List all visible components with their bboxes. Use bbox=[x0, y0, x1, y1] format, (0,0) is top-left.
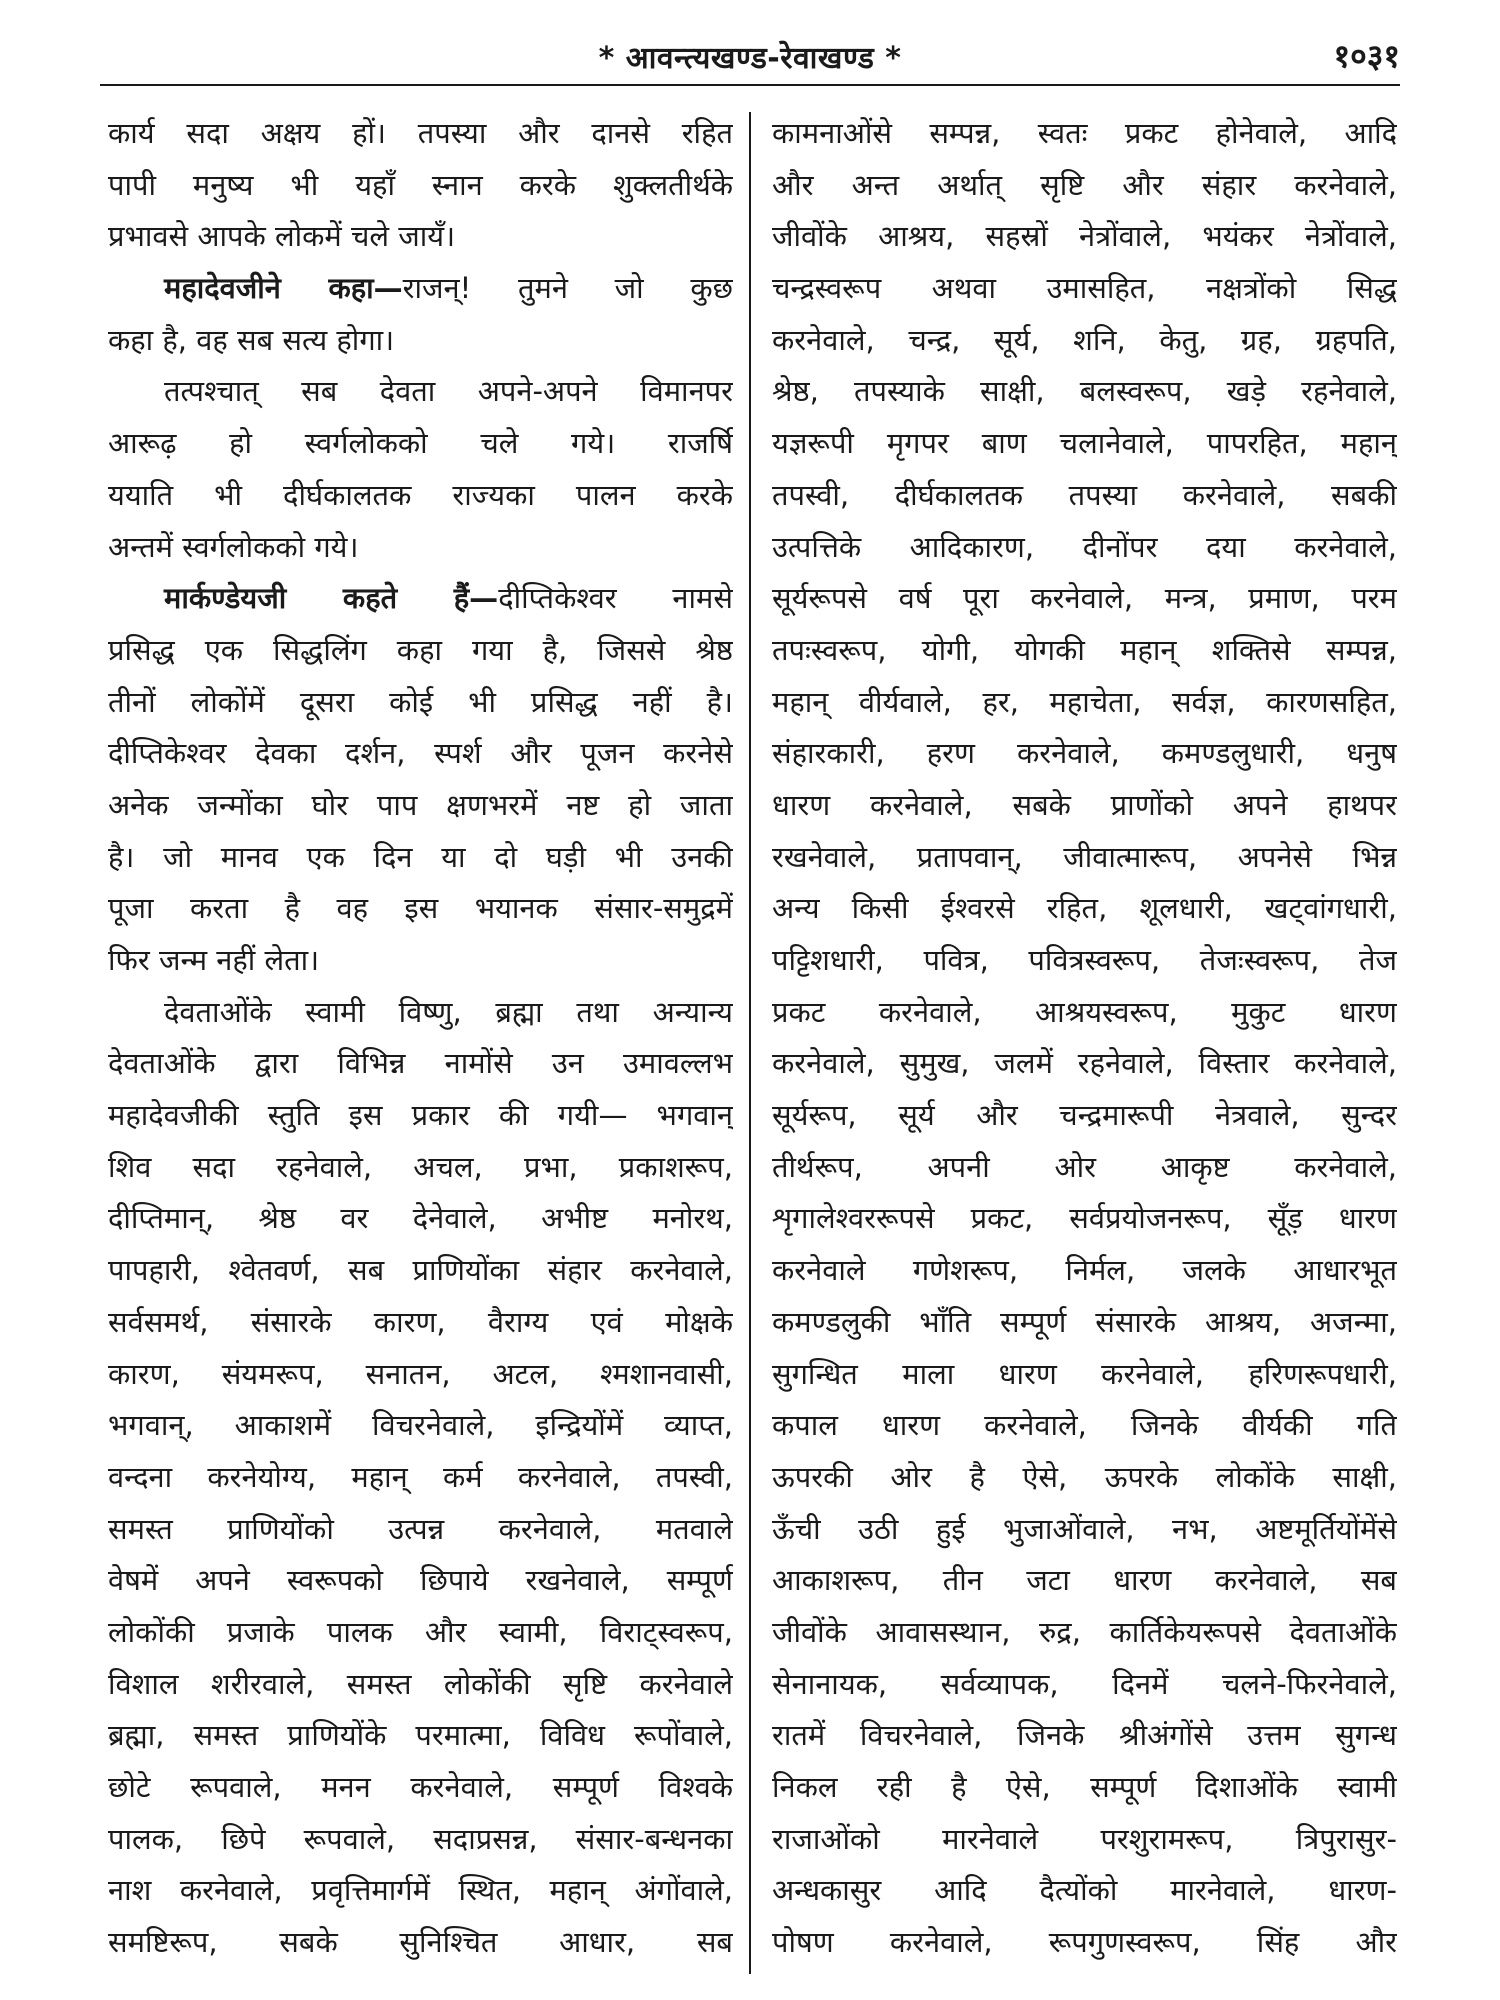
line-text: आरूढ़ हो स्वर्गलोकको चले गये। राजर्षि bbox=[108, 426, 733, 461]
line-text: ऊँची उठी हुई भुजाओंवाले, नभ, अष्टमूर्तियोंमेंसे bbox=[772, 1511, 1397, 1546]
text-line bbox=[108, 160, 733, 212]
text-line bbox=[772, 625, 1397, 677]
line-text: लोकोंकी प्रजाके पालक और स्वामी, विराट्स्वरूप, bbox=[108, 1614, 733, 1649]
text-line bbox=[772, 1710, 1397, 1762]
line-text: देवताओंके द्वारा विभिन्न नामोंसे उन उमावल्लभ bbox=[108, 1046, 733, 1081]
line-text: समस्त प्राणियोंको उत्पन्न करनेवाले, मतवाले bbox=[108, 1511, 733, 1546]
line-text: करनेवाले गणेशरूप, निर्मल, जलके आधारभूत bbox=[772, 1253, 1397, 1288]
text-line bbox=[772, 522, 1397, 574]
text-line bbox=[108, 1710, 733, 1762]
line-text: छोटे रूपवाले, मनन करनेवाले, सम्पूर्ण विश्वके bbox=[108, 1770, 733, 1804]
text-line bbox=[772, 935, 1397, 987]
line-text: श्रेष्ठ, तपस्याके साक्षी, बलस्वरूप, खड़े रहनेवाले, bbox=[772, 374, 1397, 409]
page-number: १०३१ bbox=[1333, 37, 1400, 75]
text-line bbox=[108, 1245, 733, 1297]
text-line bbox=[772, 108, 1397, 160]
line-text: भगवान्, आकाशमें विचरनेवाले, इन्द्रियोंमें व्याप्त, bbox=[108, 1408, 733, 1443]
line-text: आकाशरूप, तीन जटा धारण करनेवाले, सब bbox=[772, 1563, 1397, 1598]
line-text: अन्धकासुर आदि दैत्योंको मारनेवाले, धारण- bbox=[772, 1873, 1397, 1908]
line-text: रखनेवाले, प्रतापवान्, जीवात्मारूप, अपनेसे भिन्न bbox=[772, 839, 1397, 874]
line-text: फिर जन्म नहीं लेता। bbox=[108, 943, 320, 977]
line-text: सुगन्धित माला धारण करनेवाले, हरिणरूपधारी, bbox=[772, 1356, 1397, 1391]
line-text: महादेवजीकी स्तुति इस प्रकार की गयी— भगवान् bbox=[108, 1098, 733, 1133]
text-line bbox=[772, 573, 1397, 625]
text-line bbox=[772, 1245, 1397, 1297]
text-line bbox=[772, 1090, 1397, 1142]
line-text: सूर्यरूपसे वर्ष पूरा करनेवाले, मन्त्र, प्रमाण, परम bbox=[772, 581, 1397, 616]
text-line bbox=[772, 780, 1397, 832]
line-text: करनेवाले, सुमुख, जलमें रहनेवाले, विस्तार करनेवाले, bbox=[772, 1046, 1397, 1081]
line-text: पापहारी, श्वेतवर्ण, सब प्राणियोंका संहार करनेवाले, bbox=[108, 1253, 733, 1288]
text-line bbox=[772, 1193, 1397, 1245]
text-line bbox=[772, 1400, 1397, 1452]
header-rule bbox=[100, 84, 1400, 86]
line-text: प्रसिद्ध एक सिद्धलिंग कहा गया है, जिससे श्रेष्ठ bbox=[108, 632, 733, 667]
line-text: देवताओंके स्वामी विष्णु, ब्रह्मा तथा अन्यान्य bbox=[164, 994, 733, 1029]
text-line bbox=[108, 935, 733, 987]
text-line bbox=[108, 1400, 733, 1452]
text-line bbox=[108, 1814, 733, 1866]
line-text: निकल रही है ऐसे, सम्पूर्ण दिशाओंके स्वामी bbox=[772, 1770, 1397, 1804]
line-text: अन्य किसी ईश्वरसे रहित, शूलधारी, खट्वांगधारी, bbox=[772, 891, 1397, 926]
left-column bbox=[108, 108, 733, 1969]
line-text: तीर्थरूप, अपनी ओर आकृष्ट करनेवाले, bbox=[772, 1149, 1397, 1184]
line-text: चन्द्रस्वरूप अथवा उमासहित, नक्षत्रोंको सिद्ध bbox=[772, 271, 1397, 306]
line-text: अनेक जन्मोंका घोर पाप क्षणभरमें नष्ट हो जाता bbox=[108, 787, 733, 822]
text-line bbox=[108, 1555, 733, 1607]
text-line bbox=[772, 1504, 1397, 1556]
line-text: धारण करनेवाले, सबके प्राणोंको अपने हाथपर bbox=[772, 787, 1397, 822]
text-line bbox=[108, 522, 733, 574]
text-line bbox=[108, 1349, 733, 1401]
line-text: महान् वीर्यवाले, हर, महाचेता, सर्वज्ञ, कारणसहित, bbox=[772, 684, 1397, 719]
text-line bbox=[108, 1452, 733, 1504]
line-text: और अन्त अर्थात् सृष्टि और संहार करनेवाले, bbox=[772, 167, 1397, 202]
text-line bbox=[108, 366, 733, 418]
line-text: कहा है, वह सब सत्य होगा। bbox=[108, 322, 395, 357]
speaker-label: मार्कण्डेयजी कहते हैं— bbox=[164, 581, 499, 616]
line-text: रातमें विचरनेवाले, जिनके श्रीअंगोंसे उत्तम सुगन्ध bbox=[772, 1718, 1397, 1753]
line-text: करनेवाले, चन्द्र, सूर्य, शनि, केतु, ग्रह, ग्रहपति, bbox=[772, 322, 1397, 357]
text-line bbox=[772, 160, 1397, 212]
line-text: वेषमें अपने स्वरूपको छिपाये रखनेवाले, सम्पूर्ण bbox=[108, 1563, 733, 1598]
line-text: पापी मनुष्य भी यहाँ स्नान करके शुक्लतीर्थके bbox=[108, 167, 733, 202]
text-line bbox=[108, 677, 733, 729]
text-line bbox=[772, 263, 1397, 315]
text-line bbox=[108, 1038, 733, 1090]
line-text: सेनानायक, सर्वव्यापक, दिनमें चलने-फिरनेवाले, bbox=[772, 1666, 1397, 1701]
text-line bbox=[108, 108, 733, 160]
page-header bbox=[100, 28, 1400, 84]
text-line bbox=[772, 883, 1397, 935]
text-line bbox=[772, 418, 1397, 470]
line-text: दीप्तिमान्, श्रेष्ठ वर देनेवाले, अभीष्ट मनोरथ, bbox=[108, 1201, 733, 1236]
column-divider bbox=[749, 112, 751, 1974]
running-title: * आवन्त्यखण्ड-रेवाखण्ड * bbox=[598, 41, 902, 76]
text-line bbox=[108, 728, 733, 780]
line-text: पोषण करनेवाले, रूपगुणस्वरूप, सिंह और bbox=[772, 1925, 1397, 1960]
text-line bbox=[108, 883, 733, 935]
text-line bbox=[108, 987, 733, 1039]
text-line bbox=[772, 728, 1397, 780]
text-line bbox=[108, 1762, 733, 1814]
text-line bbox=[772, 1865, 1397, 1917]
text-line bbox=[108, 1917, 733, 1969]
text-line bbox=[108, 315, 733, 367]
text-line bbox=[108, 470, 733, 522]
text-line bbox=[772, 677, 1397, 729]
line-text: अन्तमें स्वर्गलोकको गये। bbox=[108, 529, 359, 564]
line-text: वन्दना करनेयोग्य, महान् कर्म करनेवाले, तपस्वी, bbox=[108, 1459, 733, 1494]
text-line bbox=[108, 573, 733, 625]
line-text: है। जो मानव एक दिन या दो घड़ी भी उनकी bbox=[108, 839, 733, 874]
text-line bbox=[772, 1814, 1397, 1866]
line-text: ययाति भी दीर्घकालतक राज्यका पालन करके bbox=[108, 477, 733, 512]
text-line bbox=[772, 1607, 1397, 1659]
line-text: कमण्डलुकी भाँति सम्पूर्ण संसारके आश्रय, अजन्मा, bbox=[772, 1304, 1397, 1339]
text-line bbox=[108, 1142, 733, 1194]
line-text: सूर्यरूप, सूर्य और चन्द्रमारूपी नेत्रवाले, सुन्दर bbox=[772, 1098, 1397, 1133]
line-text: तपःस्वरूप, योगी, योगकी महान् शक्तिसे सम्पन्न, bbox=[772, 632, 1397, 667]
line-text: प्रकट करनेवाले, आश्रयस्वरूप, मुकुट धारण bbox=[772, 994, 1397, 1029]
line-text: शिव सदा रहनेवाले, अचल, प्रभा, प्रकाशरूप, bbox=[108, 1149, 733, 1184]
right-column bbox=[772, 108, 1397, 1969]
line-text: कार्य सदा अक्षय हों। तपस्या और दानसे रहित bbox=[108, 116, 733, 150]
line-text: पूजा करता है वह इस भयानक संसार-समुद्रमें bbox=[108, 891, 733, 926]
line-text: तत्पश्चात् सब देवता अपने-अपने विमानपर bbox=[164, 374, 733, 409]
text-line bbox=[108, 1090, 733, 1142]
text-line bbox=[772, 470, 1397, 522]
line-text: कामनाओंसे सम्पन्न, स्वतः प्रकट होनेवाले, आदि bbox=[772, 116, 1397, 150]
text-line bbox=[772, 987, 1397, 1039]
text-line bbox=[772, 1762, 1397, 1814]
text-line bbox=[108, 780, 733, 832]
text-line bbox=[108, 1504, 733, 1556]
line-text: नाश करनेवाले, प्रवृत्तिमार्गमें स्थित, महान् अंगोंवाले, bbox=[108, 1873, 733, 1908]
text-line bbox=[772, 1917, 1397, 1969]
line-text: संहारकारी, हरण करनेवाले, कमण्डलुधारी, धनुष bbox=[772, 736, 1397, 771]
line-text: प्रभावसे आपके लोकमें चले जायँ। bbox=[108, 219, 456, 254]
line-text: यज्ञरूपी मृगपर बाण चलानेवाले, पापरहित, महान् bbox=[772, 426, 1397, 461]
line-text: दीप्तिकेश्वर नामसे bbox=[498, 581, 733, 616]
text-line bbox=[108, 1659, 733, 1711]
text-line bbox=[772, 1659, 1397, 1711]
line-text: जीवोंके आवासस्थान, रुद्र, कार्तिकेयरूपसे देवताओंके bbox=[772, 1614, 1397, 1649]
text-line bbox=[772, 832, 1397, 884]
line-text: पट्टिशधारी, पवित्र, पवित्रस्वरूप, तेजःस्वरूप, तेज bbox=[772, 943, 1397, 977]
line-text: राजाओंको मारनेवाले परशुरामरूप, त्रिपुरासुर- bbox=[772, 1821, 1397, 1856]
text-line bbox=[108, 211, 733, 263]
line-text: समष्टिरूप, सबके सुनिश्चित आधार, सब bbox=[108, 1925, 733, 1960]
text-line bbox=[772, 315, 1397, 367]
text-line bbox=[108, 263, 733, 315]
line-text: कारण, संयमरूप, सनातन, अटल, श्मशानवासी, bbox=[108, 1356, 733, 1391]
line-text: कपाल धारण करनेवाले, जिनके वीर्यकी गति bbox=[772, 1408, 1397, 1443]
text-line bbox=[108, 418, 733, 470]
text-line bbox=[108, 832, 733, 884]
text-line bbox=[108, 1297, 733, 1349]
line-text: तीनों लोकोंमें दूसरा कोई भी प्रसिद्ध नहीं है। bbox=[108, 684, 733, 719]
text-line bbox=[772, 1452, 1397, 1504]
line-text: उत्पत्तिके आदिकारण, दीनोंपर दया करनेवाले, bbox=[772, 529, 1397, 564]
line-text: विशाल शरीरवाले, समस्त लोकोंकी सृष्टि करनेवाले bbox=[108, 1666, 733, 1701]
line-text: राजन्! तुमने जो कुछ bbox=[402, 271, 733, 306]
text-line bbox=[772, 1142, 1397, 1194]
text-line bbox=[772, 366, 1397, 418]
text-line bbox=[772, 1038, 1397, 1090]
text-line bbox=[108, 625, 733, 677]
line-text: पालक, छिपे रूपवाले, सदाप्रसन्न, संसार-बन्धनका bbox=[108, 1821, 733, 1856]
text-line bbox=[772, 1297, 1397, 1349]
text-line bbox=[772, 211, 1397, 263]
line-text: ऊपरकी ओर है ऐसे, ऊपरके लोकोंके साक्षी, bbox=[772, 1459, 1397, 1494]
line-text: दीप्तिकेश्वर देवका दर्शन, स्पर्श और पूजन करनेसे bbox=[108, 736, 733, 771]
line-text: तपस्वी, दीर्घकालतक तपस्या करनेवाले, सबकी bbox=[772, 477, 1397, 512]
text-line bbox=[108, 1193, 733, 1245]
line-text: सर्वसमर्थ, संसारके कारण, वैराग्य एवं मोक्षके bbox=[108, 1304, 733, 1339]
speaker-label: महादेवजीने कहा— bbox=[164, 271, 403, 306]
text-line bbox=[772, 1349, 1397, 1401]
text-line bbox=[108, 1607, 733, 1659]
line-text: शृगालेश्वररूपसे प्रकट, सर्वप्रयोजनरूप, सूँड़ धारण bbox=[772, 1201, 1397, 1236]
text-line bbox=[772, 1555, 1397, 1607]
text-line bbox=[108, 1865, 733, 1917]
line-text: जीवोंके आश्रय, सहस्रों नेत्रोंवाले, भयंकर नेत्रोंवाले, bbox=[772, 219, 1397, 254]
line-text: ब्रह्मा, समस्त प्राणियोंके परमात्मा, विविध रूपोंवाले, bbox=[108, 1718, 733, 1753]
